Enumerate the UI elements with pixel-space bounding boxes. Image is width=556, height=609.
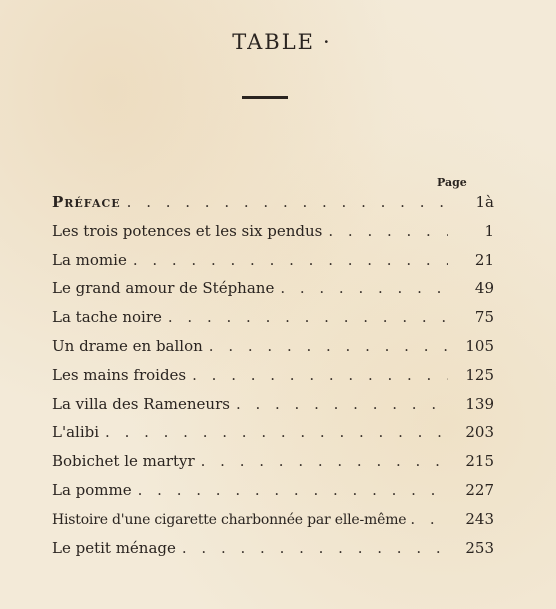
- toc-entry-page: 243: [465, 509, 494, 528]
- toc-entry-page: 215: [465, 452, 494, 471]
- toc-entry-title: La momie: [52, 250, 127, 269]
- toc-entry: [52, 337, 494, 366]
- dot-leader: [105, 423, 448, 441]
- dot-leader: [192, 366, 448, 384]
- dot-leader: [280, 279, 448, 297]
- dot-leader: [201, 452, 448, 470]
- dot-leader: [182, 539, 448, 557]
- dot-leader: [209, 337, 448, 355]
- toc-entry-page: 1à: [475, 193, 494, 211]
- page-column-label: Page: [437, 176, 467, 189]
- toc-entry: [52, 481, 494, 510]
- toc-entry-page: 75: [474, 308, 494, 327]
- title-text: TABLE: [232, 30, 316, 54]
- toc-entry-page: 49: [474, 279, 494, 298]
- dot-leader: [328, 222, 448, 240]
- toc-entry-preface: [52, 193, 494, 222]
- toc-entry-title: La villa des Rameneurs: [52, 394, 230, 413]
- toc-entry: [52, 395, 494, 424]
- toc-entry: [52, 510, 494, 539]
- dot-leader: [138, 481, 448, 499]
- toc-entry-title: Le petit ménage: [52, 538, 176, 557]
- toc-entry-title: Les mains froides: [52, 365, 187, 384]
- toc-entry-title: La tache noire: [52, 308, 162, 327]
- table-of-contents: [52, 193, 494, 567]
- page-title: [0, 30, 556, 54]
- toc-entry-title: Préface: [52, 193, 121, 211]
- toc-entry-title: Bobichet le martyr: [52, 452, 195, 471]
- toc-entry-page: 227: [465, 480, 494, 499]
- dot-leader: [168, 308, 448, 326]
- title-mark: ·: [323, 30, 332, 54]
- toc-entry-title: Les trois potences et les six pendus: [52, 221, 323, 240]
- dot-leader: [236, 395, 448, 413]
- toc-entry-title: Un drame en ballon: [52, 336, 203, 355]
- toc-entry: [52, 423, 494, 452]
- toc-entry-page: 105: [465, 336, 494, 355]
- toc-entry: [52, 251, 494, 280]
- toc-entry: [52, 452, 494, 481]
- toc-entry-page: 139: [465, 394, 494, 413]
- toc-entry: [52, 308, 494, 337]
- dot-leader: [127, 193, 448, 211]
- toc-entry-page: 253: [465, 538, 494, 557]
- toc-entry: [52, 222, 494, 251]
- toc-entry: [52, 366, 494, 395]
- toc-entry-title: Histoire d'une cigarette charbonnée par elle-même: [52, 511, 407, 528]
- toc-entry-page: 125: [465, 365, 494, 384]
- title-rule: [242, 96, 288, 99]
- toc-entry-page: 203: [465, 423, 494, 442]
- toc-entry-title: Le grand amour de Stéphane: [52, 279, 275, 298]
- toc-entry-page: 1: [484, 221, 494, 240]
- toc-entry-page: 21: [474, 250, 494, 269]
- toc-entry-title: La pomme: [52, 480, 132, 499]
- toc-entry: [52, 279, 494, 308]
- toc-entry: [52, 539, 494, 568]
- dot-leader: [410, 510, 450, 528]
- toc-entry-title: L'alibi: [52, 423, 100, 442]
- dot-leader: [133, 251, 448, 269]
